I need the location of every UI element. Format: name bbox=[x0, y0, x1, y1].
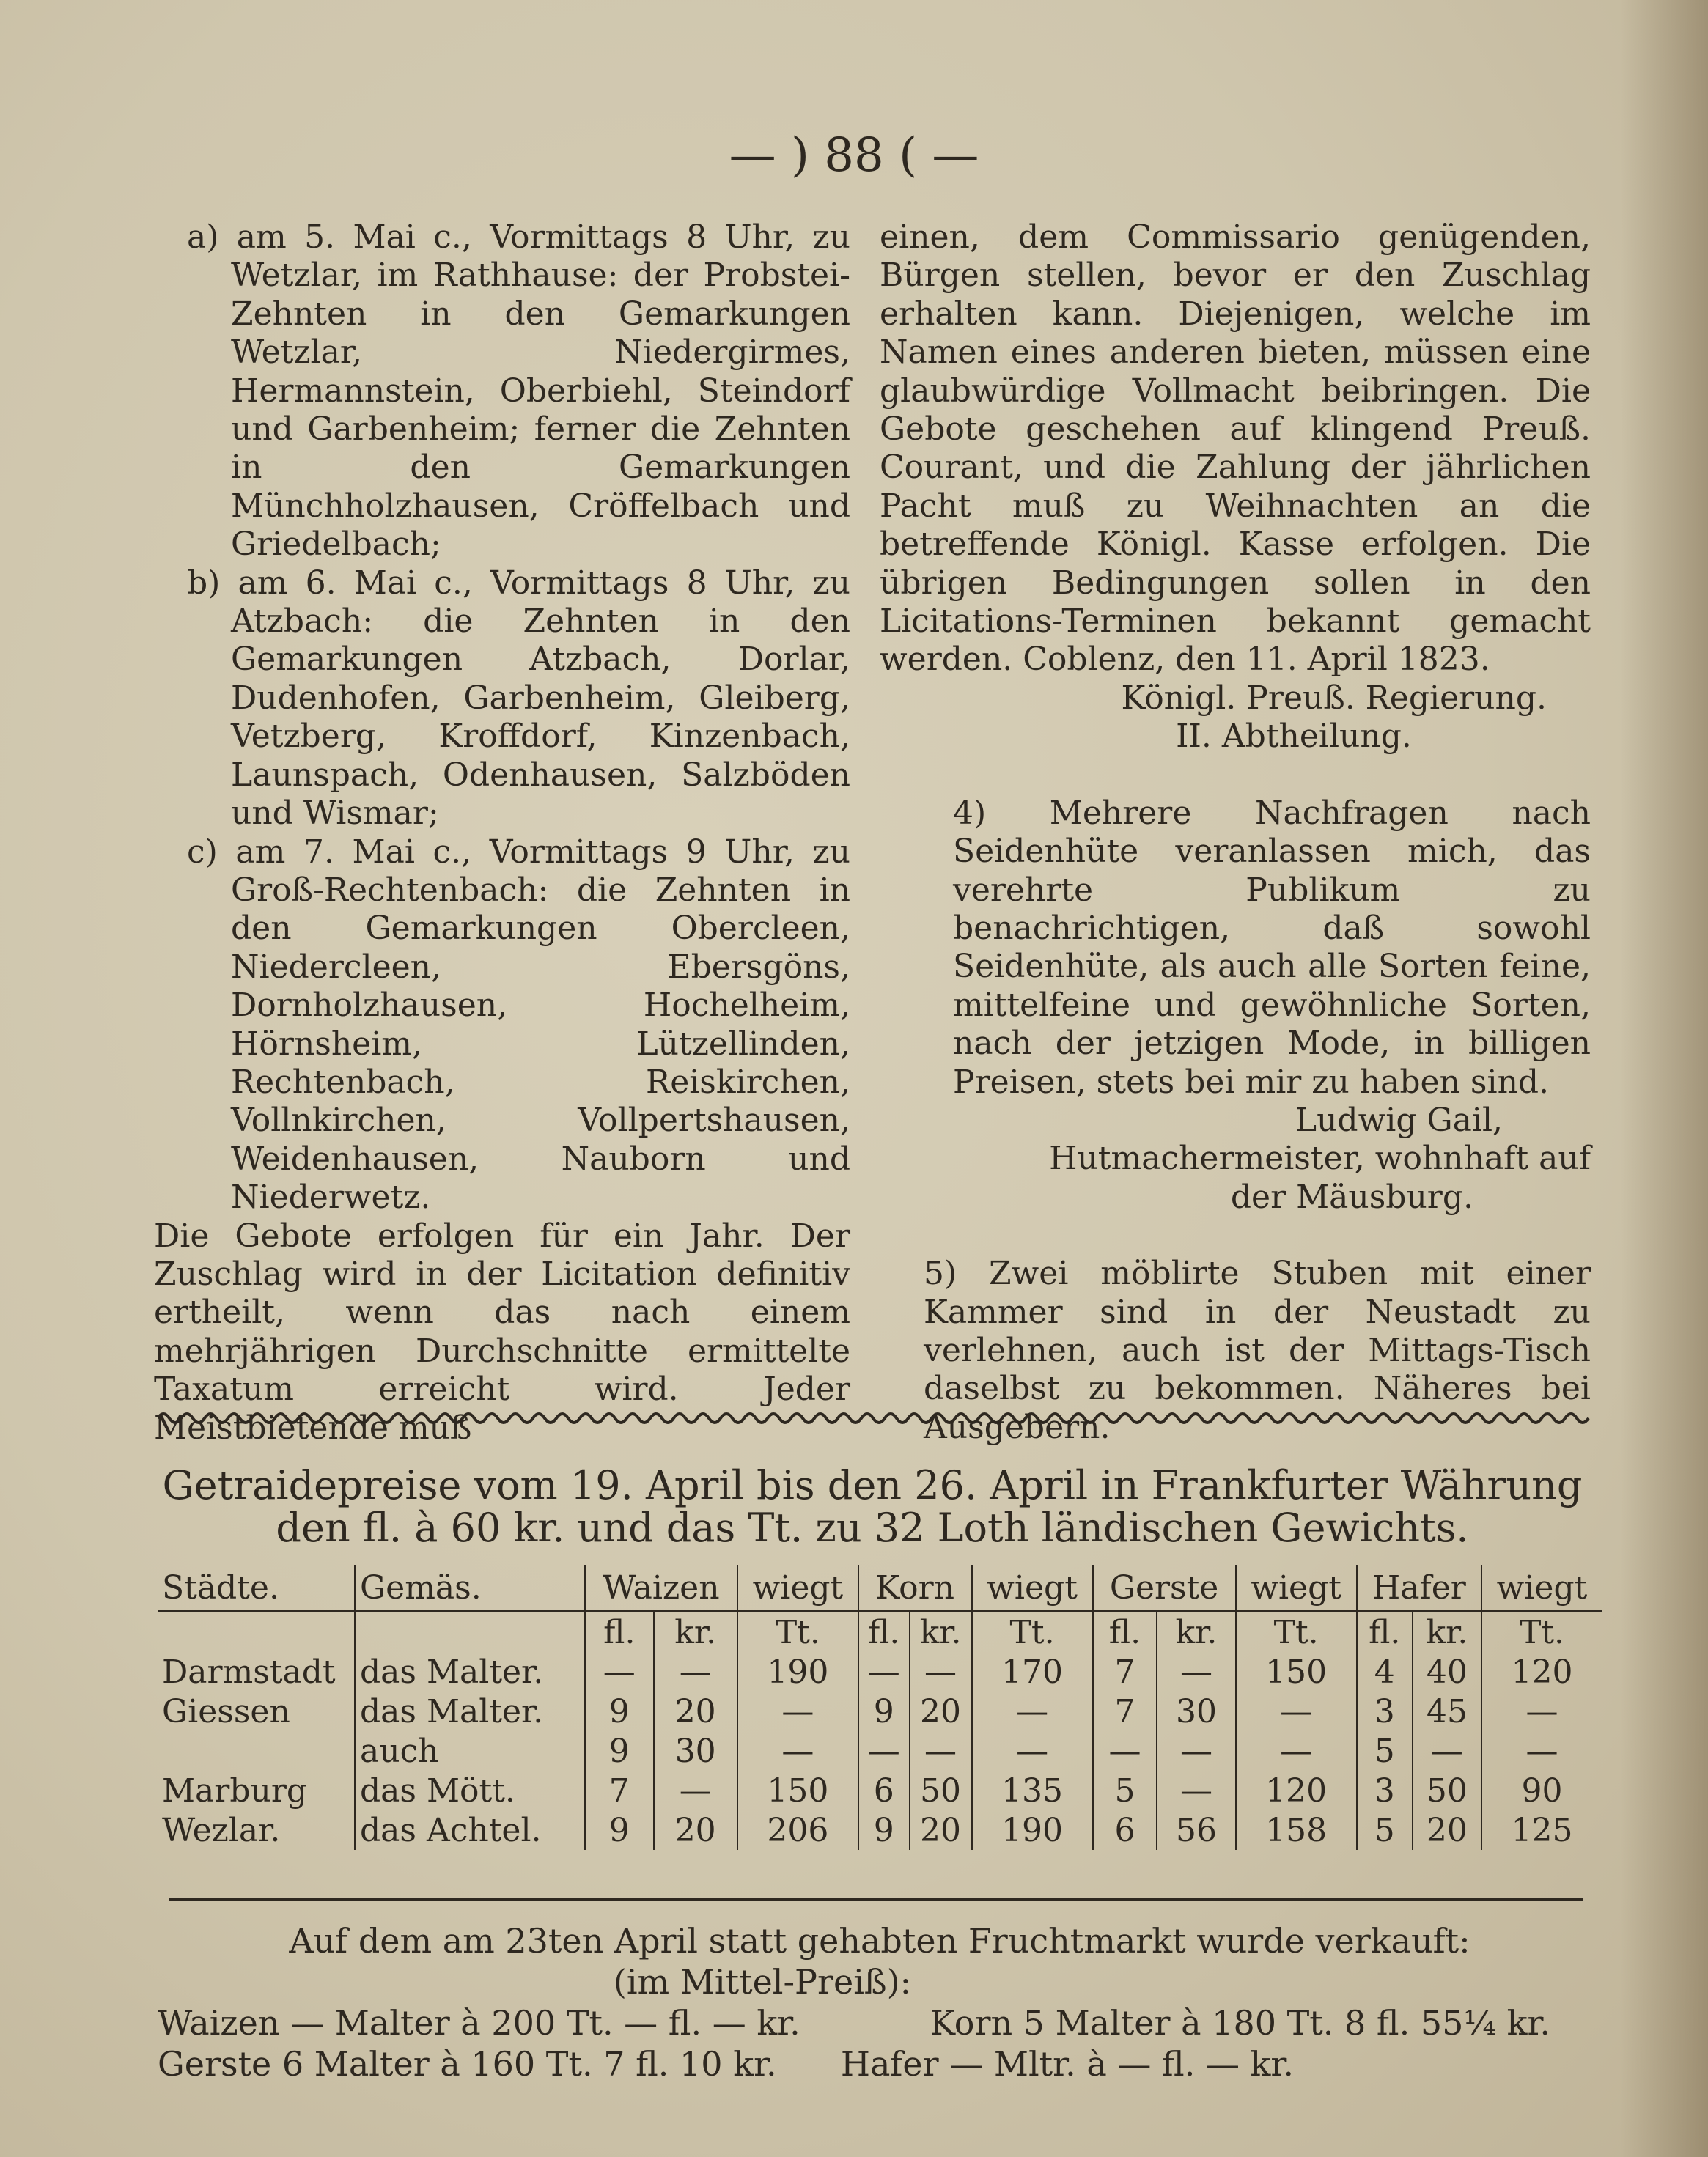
unit-cell: kr. bbox=[910, 1612, 972, 1653]
market-oats: Hafer — Mltr. à — fl. — kr. bbox=[840, 2044, 1294, 2084]
grain-price-table bbox=[158, 1565, 1602, 1850]
price-cell: 150 bbox=[737, 1771, 858, 1810]
price-cell: 4 bbox=[1357, 1652, 1413, 1692]
header-measure: Gemäs. bbox=[355, 1565, 585, 1612]
price-cell: 30 bbox=[1157, 1692, 1235, 1731]
price-cell: — bbox=[737, 1731, 858, 1771]
header-barley: Gerste bbox=[1093, 1565, 1236, 1612]
table-row bbox=[158, 1731, 1602, 1771]
unit-cell: kr. bbox=[654, 1612, 737, 1653]
price-cell: 158 bbox=[1236, 1810, 1357, 1850]
right-column bbox=[880, 218, 1591, 1447]
price-cell: — bbox=[1481, 1692, 1602, 1731]
price-cell: 206 bbox=[737, 1810, 858, 1850]
bidding-conditions-continued: einen, dem Commissario genügenden, Bürgen stellen, bevor er den Zuschlag erhalten kann. Diejenigen, welche im Namen eines anderen bieten, müssen eine glaubwürdige Vollmacht beibringen. Die Gebote geschehen auf klingend Preuß. Courant, und die Zahlung der jährlichen Pacht muß zu Weihnachten an die betreffende Königl. Kasse erfolgen. Die übrigen Bedingungen sollen in den Licitations-Terminen bekannt gemacht werden. Coblenz, den 11. April 1823. bbox=[880, 218, 1591, 679]
price-cell: 190 bbox=[737, 1652, 858, 1692]
auction-item-c: c) am 7. Mai c., Vormittags 9 Uhr, zu Groß-Rechtenbach: die Zehnten in den Gemarkungen Obercleen, Niedercleen, Ebersgöns, Dornholzhausen, Hochelheim, Hörnsheim, Lützellinden, Rechtenbach, Reiskirchen, Vollnkirchen, Vollpertshausen, Weidenhausen, Nauborn und Niederwetz. bbox=[187, 833, 850, 1217]
price-cell: 9 bbox=[858, 1810, 910, 1850]
price-cell: — bbox=[1157, 1652, 1235, 1692]
price-cell: 9 bbox=[858, 1692, 910, 1731]
price-cell: — bbox=[1236, 1692, 1357, 1731]
town-cell: Marburg bbox=[162, 1771, 308, 1810]
price-cell: 120 bbox=[1481, 1652, 1602, 1692]
price-cell: — bbox=[585, 1652, 654, 1692]
bidding-conditions: Die Gebote erfolgen für ein Jahr. Der Zuschlag wird in der Licitation definitiv ertheilt, wenn das nach einem mehrjährigen Durchschnitte ermittelte Taxatum erreicht wird. Jeder Meistbietende muß bbox=[154, 1217, 850, 1447]
price-cell: 135 bbox=[972, 1771, 1093, 1810]
price-cell: 7 bbox=[585, 1771, 654, 1810]
notice-4-name: Ludwig Gail, bbox=[1295, 1101, 1503, 1139]
header-oats: Hafer bbox=[1357, 1565, 1481, 1612]
price-cell: — bbox=[737, 1692, 858, 1731]
table-row bbox=[158, 1771, 1602, 1810]
notice-4-place: der Mäusburg. bbox=[1230, 1178, 1473, 1216]
price-cell: 45 bbox=[1413, 1692, 1481, 1731]
measure-cell: das Malter. bbox=[355, 1652, 585, 1692]
auction-item-b: b) am 6. Mai c., Vormittags 8 Uhr, zu Atzbach: die Zehnten in den Gemarkungen Atzbach, Dorlar, Dudenhofen, Garbenheim, Gleiberg, Vetzberg, Kroffdorf, Kinzenbach, Launspach, Odenhausen, Salzböden und Wismar; bbox=[187, 564, 850, 833]
page-number-header: — ) 88 ( — bbox=[729, 128, 979, 182]
price-cell: 3 bbox=[1357, 1771, 1413, 1810]
unit-cell: Tt. bbox=[1481, 1612, 1602, 1653]
price-cell: — bbox=[972, 1731, 1093, 1771]
unit-cell: kr. bbox=[1413, 1612, 1481, 1653]
price-cell: 56 bbox=[1157, 1810, 1235, 1850]
unit-cell: kr. bbox=[1157, 1612, 1235, 1653]
auction-item-a: a) am 5. Mai c., Vormittags 8 Uhr, zu Wetzlar, im Rathhause: der Probstei-Zehnten in den Gemarkungen Wetzlar, Niedergirmes, Hermannstein, Oberbiehl, Steindorf und Garbenheim; ferner die Zehnten in den Gemarkungen Münchholzhausen, Cröffelbach und Griedelbach; bbox=[187, 218, 850, 564]
measure-cell: das Achtel. bbox=[355, 1810, 585, 1850]
price-cell: — bbox=[1157, 1771, 1235, 1810]
header-rye-weight: wiegt bbox=[972, 1565, 1093, 1612]
unit-cell: fl. bbox=[585, 1612, 654, 1653]
price-cell: 3 bbox=[1357, 1692, 1413, 1731]
price-cell: 40 bbox=[1413, 1652, 1481, 1692]
price-cell: 7 bbox=[1093, 1652, 1157, 1692]
header-wheat-weight: wiegt bbox=[737, 1565, 858, 1612]
price-cell: 20 bbox=[654, 1810, 737, 1850]
table-row bbox=[158, 1652, 1602, 1692]
price-cell: — bbox=[1413, 1731, 1481, 1771]
price-cell: 20 bbox=[1413, 1810, 1481, 1850]
price-cell: 150 bbox=[1236, 1652, 1357, 1692]
table-header-row bbox=[158, 1565, 1602, 1612]
table-row bbox=[158, 1692, 1602, 1731]
header-wheat: Waizen bbox=[585, 1565, 737, 1612]
header-oats-weight: wiegt bbox=[1481, 1565, 1602, 1612]
price-cell: 170 bbox=[972, 1652, 1093, 1692]
price-cell: 9 bbox=[585, 1692, 654, 1731]
market-line-1 bbox=[158, 2002, 1602, 2043]
signature-division: II. Abtheilung. bbox=[1176, 718, 1412, 756]
measure-cell: auch bbox=[355, 1731, 585, 1771]
unit-cell: fl. bbox=[858, 1612, 910, 1653]
rule-separator bbox=[169, 1898, 1583, 1901]
price-cell: 9 bbox=[585, 1731, 654, 1771]
town-cell bbox=[158, 1731, 355, 1771]
fruit-market-report bbox=[158, 1920, 1602, 2084]
unit-cell: Tt. bbox=[1236, 1612, 1357, 1653]
price-cell: 20 bbox=[910, 1692, 972, 1731]
notice-rooms: 5) Zwei möblirte Stuben mit einer Kammer sind in der Neustadt zu verlehnen, auch ist der Mittags-Tisch daselbst zu bekommen. Näheres bei Ausgebern. bbox=[924, 1255, 1591, 1446]
market-barley: Gerste 6 Malter à 160 Tt. 7 fl. 10 kr. bbox=[158, 2044, 777, 2084]
header-rye: Korn bbox=[858, 1565, 972, 1612]
price-cell: — bbox=[1093, 1731, 1157, 1771]
binding-shadow bbox=[1620, 0, 1708, 2157]
signature-authority: Königl. Preuß. Regierung. bbox=[1121, 679, 1547, 717]
price-cell: — bbox=[858, 1731, 910, 1771]
town-cell: Darmstadt bbox=[162, 1653, 336, 1691]
price-cell: 50 bbox=[1413, 1771, 1481, 1810]
unit-cell: Tt. bbox=[737, 1612, 858, 1653]
town-cell: Wezlar. bbox=[162, 1811, 281, 1849]
header-barley-weight: wiegt bbox=[1236, 1565, 1357, 1612]
town-cell: Giessen bbox=[162, 1692, 290, 1730]
price-cell: 6 bbox=[858, 1771, 910, 1810]
market-rye: Korn 5 Malter à 180 Tt. 8 fl. 55¼ kr. bbox=[930, 2003, 1550, 2043]
price-cell: — bbox=[1236, 1731, 1357, 1771]
measure-cell: das Malter. bbox=[355, 1692, 585, 1731]
price-cell: 190 bbox=[972, 1810, 1093, 1850]
measure-cell: das Mött. bbox=[355, 1771, 585, 1810]
price-cell: 6 bbox=[1093, 1810, 1157, 1850]
price-table-title-line-1: Getraidepreise vom 19. April bis den 26. April in Frankfurter Währung bbox=[162, 1462, 1583, 1508]
price-cell: 5 bbox=[1357, 1810, 1413, 1850]
price-cell: — bbox=[654, 1771, 737, 1810]
market-line-2 bbox=[158, 2043, 1602, 2084]
market-heading: Auf dem am 23ten April statt gehabten Fruchtmarkt wurde verkauft: bbox=[289, 1921, 1470, 1961]
price-cell: 5 bbox=[1093, 1771, 1157, 1810]
unit-cell: fl. bbox=[1357, 1612, 1413, 1653]
price-table-title-line-2: den fl. à 60 kr. und das Tt. zu 32 Loth ländischen Gewichts. bbox=[276, 1505, 1469, 1551]
price-cell: 30 bbox=[654, 1731, 737, 1771]
price-cell: — bbox=[654, 1652, 737, 1692]
table-units-row bbox=[158, 1612, 1602, 1653]
unit-cell: Tt. bbox=[972, 1612, 1093, 1653]
price-cell: 50 bbox=[910, 1771, 972, 1810]
price-cell: 90 bbox=[1481, 1771, 1602, 1810]
notice-4-trade: Hutmachermeister, wohnhaft auf bbox=[1049, 1140, 1591, 1178]
price-cell: 125 bbox=[1481, 1810, 1602, 1850]
price-cell: 120 bbox=[1236, 1771, 1357, 1810]
table-body bbox=[158, 1652, 1602, 1850]
price-cell: — bbox=[858, 1652, 910, 1692]
price-cell: 5 bbox=[1357, 1731, 1413, 1771]
price-cell: 9 bbox=[585, 1810, 654, 1850]
unit-cell: fl. bbox=[1093, 1612, 1157, 1653]
left-column bbox=[154, 218, 850, 1448]
price-cell: — bbox=[910, 1731, 972, 1771]
price-cell: 7 bbox=[1093, 1692, 1157, 1731]
table-row bbox=[158, 1810, 1602, 1850]
price-cell: 20 bbox=[910, 1810, 972, 1850]
market-wheat: Waizen — Malter à 200 Tt. — fl. — kr. bbox=[158, 2003, 800, 2043]
price-cell: — bbox=[910, 1652, 972, 1692]
price-cell: 20 bbox=[654, 1692, 737, 1731]
market-subheading: (im Mittel-Preiß): bbox=[613, 1962, 912, 2002]
price-table-title bbox=[147, 1464, 1598, 1549]
wavy-separator bbox=[158, 1407, 1594, 1429]
header-towns: Städte. bbox=[158, 1565, 355, 1612]
notice-silk-hats: 4) Mehrere Nachfragen nach Seidenhüte veranlassen mich, das verehrte Publikum zu benachrichtigen, daß sowohl Seidenhüte, als auch alle Sorten feine, mittelfeine und gewöhnliche Sorten, nach der jetzigen Mode, in billigen Preisen, stets bei mir zu haben sind. bbox=[953, 794, 1591, 1101]
price-cell: — bbox=[972, 1692, 1093, 1731]
price-cell: — bbox=[1481, 1731, 1602, 1771]
price-cell: — bbox=[1157, 1731, 1235, 1771]
